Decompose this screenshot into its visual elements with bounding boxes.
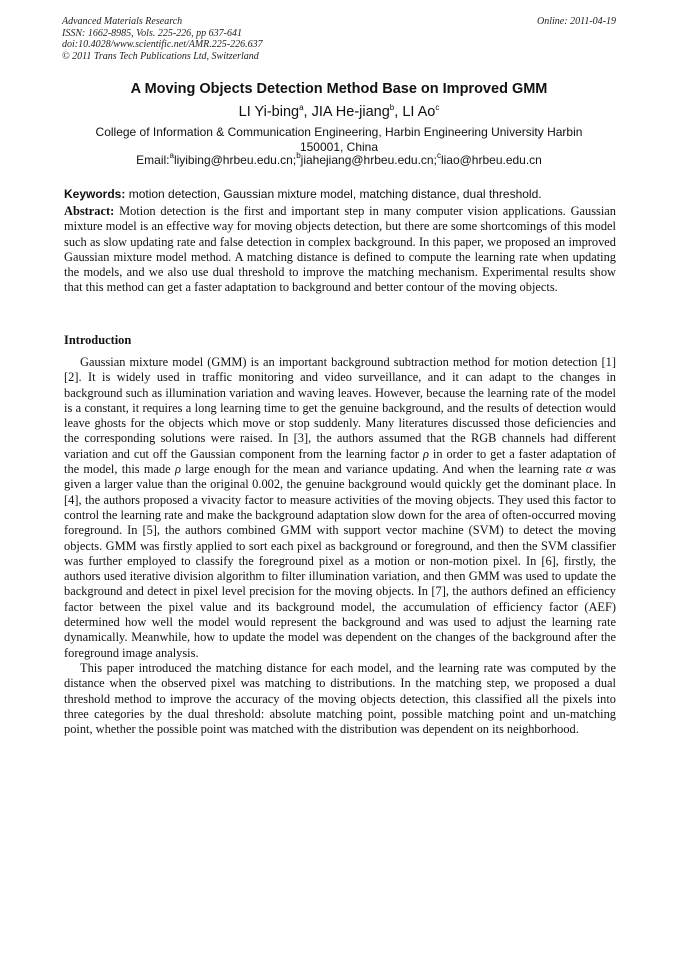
doi-line: doi:10.4028/www.scientific.net/AMR.225-226.637 xyxy=(62,39,263,50)
alpha-symbol: α xyxy=(585,462,593,477)
abstract-text: Motion detection is the first and important step in many computer vision applications. Gaussian mixture model is an effective way for moving objects detection, but there are some shortcomings of this model such as slow updating rate and false detection in complex background. In this paper, we proposed an improved Gaussian mixture model method. A matching distance is defined to compute the learning rate when updating the models, and we also use dual threshold to improve the matching mechanism. Experimental results show that this method can get a faster adaptation to background and better contour of the moving objects. xyxy=(64,204,617,295)
email-link[interactable]: liyibing@hrbeu.edu.cn; xyxy=(173,153,297,167)
abstract xyxy=(64,204,616,296)
journal-header xyxy=(62,16,616,62)
email-line xyxy=(40,153,638,168)
paragraph: This paper introduced the matching distance for each model, and the learning rate was computed by the distance when the observed pixel was matching to distributions. In the matching step, we proposed a dual threshold method to improve the accuracy of the moving objects detection, this classified all the pixels into three categories by the dual threshold: absolute matching point, possible matching point and un-matching point, whether the possible point was matched with the distribution was dependent on its neighborhood. xyxy=(64,660,616,737)
email-link[interactable]: liao@hrbeu.edu.cn xyxy=(440,153,542,167)
journal-name: Advanced Materials Research xyxy=(62,16,183,27)
rho-symbol: ρ xyxy=(174,462,181,477)
email-sup: a xyxy=(169,151,174,160)
author-name: LI Yi-bing xyxy=(238,104,300,120)
email-sup: c xyxy=(436,151,441,160)
author-sup: a xyxy=(299,103,304,112)
text-run: in order to get a faster adaptation of the model, this made xyxy=(64,446,617,477)
issn-line: ISSN: 1662-8985, Vols. 225-226, pp 637-641 xyxy=(62,27,242,39)
author-sup: b xyxy=(389,103,395,112)
copyright-line: © 2011 Trans Tech Publications Ltd, Switzerland xyxy=(62,50,259,62)
author-name: LI Ao xyxy=(402,104,436,120)
text-run: was given a larger value than the original 0.002, the genuine background would quickly get the dominant place. In [4], the authors proposed a vivacity factor to measure activities of the moving objects. They used this factor to control the learning rate and make the background adaptation slow down for the area of often-occurred moving foreground. In [5], the authors combined GMM with support vector machine (SVM) to detect the moving objects. GMM was firstly applied to sort each pixel as background or foreground, and then the SVM classifier was further employed to classify the foreground pixel as a motion or non-motion pixel. In [6], firstly, the authors used iterative division algorithm to filter illumination variation, and then GMM was used to update the background and detect in pixel level precision for the moving objects. In [7], the authors defined an efficiency factor between the pixel value and its background model, the accumulation of efficiency factor (AEF) determined how well the model would represent the background and was used to adjust the learning rate dynamically. Meanwhile, how to update the model was dependent on the changes of the background after the foreground image analysis. xyxy=(64,462,616,660)
section-heading: Introduction xyxy=(64,333,132,347)
author-name: JIA He-jiang xyxy=(311,104,390,120)
rho-symbol: ρ xyxy=(423,446,429,461)
affiliation: College of Information & Communication Engineering, Harbin Engineering University Harbin 150001, China xyxy=(95,125,583,154)
email-sup: b xyxy=(296,151,301,160)
paragraph xyxy=(64,355,616,661)
keywords-label: Keywords: xyxy=(64,187,126,201)
paper-title: A Moving Objects Detection Method Base on Improved GMM xyxy=(130,81,548,97)
text-run: Gaussian mixture model (GMM) is an important background subtraction method for motion detection [1][2]. It is widely used in traffic monitoring and video surveillance, and it can adapt to the changes in background such as illumination variation and waving leaves. However, because the learning rate of the model is a constant, it requires a long learning time to get the genuine background, and the results of detection would leave ghosts for the objects which move or stop suddenly. Many literatures discussed those deficiencies and the corresponding solutions were raised. In [3], the authors assumed that the RGB channels had different variation and cut off the Gaussian component from the learning factor xyxy=(64,355,616,461)
email-link[interactable]: jiahejiang@hrbeu.edu.cn; xyxy=(300,153,437,167)
keywords-text: motion detection, Gaussian mixture model, matching distance, dual threshold. xyxy=(128,187,542,201)
introduction-body xyxy=(64,355,616,737)
author-list: LI Yi-bing$^a$, JIA He-jiang$^b$, LI Ao$^c$ xyxy=(238,103,440,120)
abstract-label: Abstract: xyxy=(64,204,115,218)
online-date: Online: 2011-04-19 xyxy=(537,16,616,27)
author-sup: c xyxy=(435,103,440,112)
email-label: Email: xyxy=(136,153,170,167)
text-run: large enough for the mean and variance updating. And when the learning rate xyxy=(185,462,582,477)
keywords xyxy=(64,187,616,201)
